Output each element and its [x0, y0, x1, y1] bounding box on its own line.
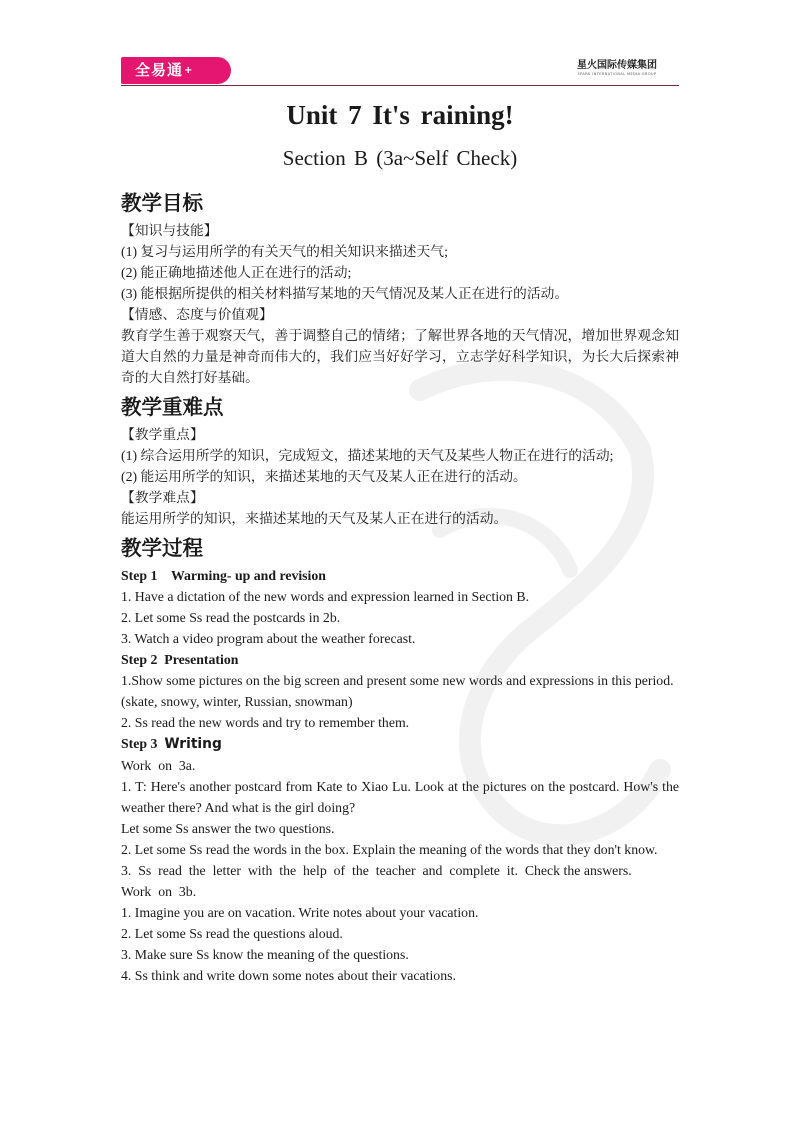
section-process — [121, 531, 679, 986]
key-item: (1) 综合运用所学的知识，完成短文，描述某地的天气及某些人物正在进行的活动; — [121, 448, 614, 463]
objective-item: (2) 能正确地描述他人正在进行的活动; — [121, 265, 352, 280]
emotion-label: 【情感、态度与价值观】 — [121, 307, 273, 322]
work-label: Work on 3b. — [121, 884, 197, 899]
header-divider — [121, 85, 679, 86]
document-body — [121, 186, 679, 986]
section-key-points — [121, 390, 679, 529]
publisher-name-cn: 星火国际传媒集团 — [577, 60, 657, 71]
emotion-paragraph: 教育学生善于观察天气，善于调整自己的情绪；了解世界各地的天气情况，增加世界观念知道大自然的力量是神奇而伟大的，我们应当好好学习，立志学好科学知识，为长大后探索神奇的大自然打好基础。 — [121, 328, 679, 385]
page-header — [121, 56, 679, 86]
step-title-prefix: Step 3 — [121, 736, 165, 751]
step-title — [121, 733, 679, 755]
key-label: 【教学重点】 — [121, 427, 204, 442]
document-title: Unit 7 It's raining! — [286, 100, 514, 130]
step-line: 2. Ss read the new words and try to remember them. — [121, 715, 410, 730]
logo-star: + — [184, 65, 194, 76]
publisher-mark — [577, 60, 657, 77]
section-heading: 教学目标 — [121, 191, 203, 215]
step-line: 1. Have a dictation of the new words and expression learned in Section B. — [121, 589, 530, 604]
section-objectives — [121, 186, 679, 388]
publisher-name-en: SPARK INTERNATIONAL MEDIA GROUP — [577, 72, 657, 76]
step-line: 2. Let some Ss read the postcards in 2b. — [121, 610, 341, 625]
step-line: 2. Let some Ss read the words in the box. Explain the meaning of the words that they don't know. — [121, 842, 658, 857]
step-line: 1. Imagine you are on vacation. Write notes about your vacation. — [121, 905, 479, 920]
difficult-label: 【教学难点】 — [121, 490, 204, 505]
objective-item: (3) 能根据所提供的相关材料描写某地的天气情况及某人正在进行的活动。 — [121, 286, 569, 301]
step-title-word: Writing — [164, 736, 222, 752]
section-heading: 教学过程 — [121, 536, 203, 560]
brand-logo — [121, 57, 231, 84]
logo-text: 全易通 — [135, 61, 184, 79]
step-title: Step 2 Presentation — [121, 652, 239, 667]
work-label: Work on 3a. — [121, 758, 196, 773]
step-paragraph: 1. T: Here's another postcard from Kate to Xiao Lu. Look at the pictures on the postcard. How's the weather there? And what is the girl doing? — [121, 779, 679, 815]
key-item: (2) 能运用所学的知识，来描述某地的天气及某人正在进行的活动。 — [121, 469, 527, 484]
knowledge-label: 【知识与技能】 — [121, 223, 218, 238]
step-line: 3. Watch a video program about the weather forecast. — [121, 631, 416, 646]
step-paragraph: 1.Show some pictures on the big screen and present some new words and expressions in this period. — [121, 673, 674, 688]
step-line: (skate, snowy, winter, Russian, snowman) — [121, 694, 353, 709]
section-heading: 教学重难点 — [121, 395, 224, 419]
step-title: Step 1 Warming- up and revision — [121, 568, 326, 583]
step-line: 2. Let some Ss read the questions aloud. — [121, 926, 343, 941]
step-line: 4. Ss think and write down some notes about their vacations. — [121, 968, 456, 983]
step-line: 3. Make sure Ss know the meaning of the questions. — [121, 947, 409, 962]
objective-item: (1) 复习与运用所学的有关天气的相关知识来描述天气; — [121, 244, 448, 259]
difficult-text: 能运用所学的知识，来描述某地的天气及某人正在进行的活动。 — [121, 511, 508, 526]
step-line: Let some Ss answer the two questions. — [121, 821, 335, 836]
document-subtitle: Section B (3a~Self Check) — [282, 146, 518, 170]
step-line: 3. Ss read the letter with the help of the teacher and complete it. Check the answers. — [121, 863, 632, 878]
